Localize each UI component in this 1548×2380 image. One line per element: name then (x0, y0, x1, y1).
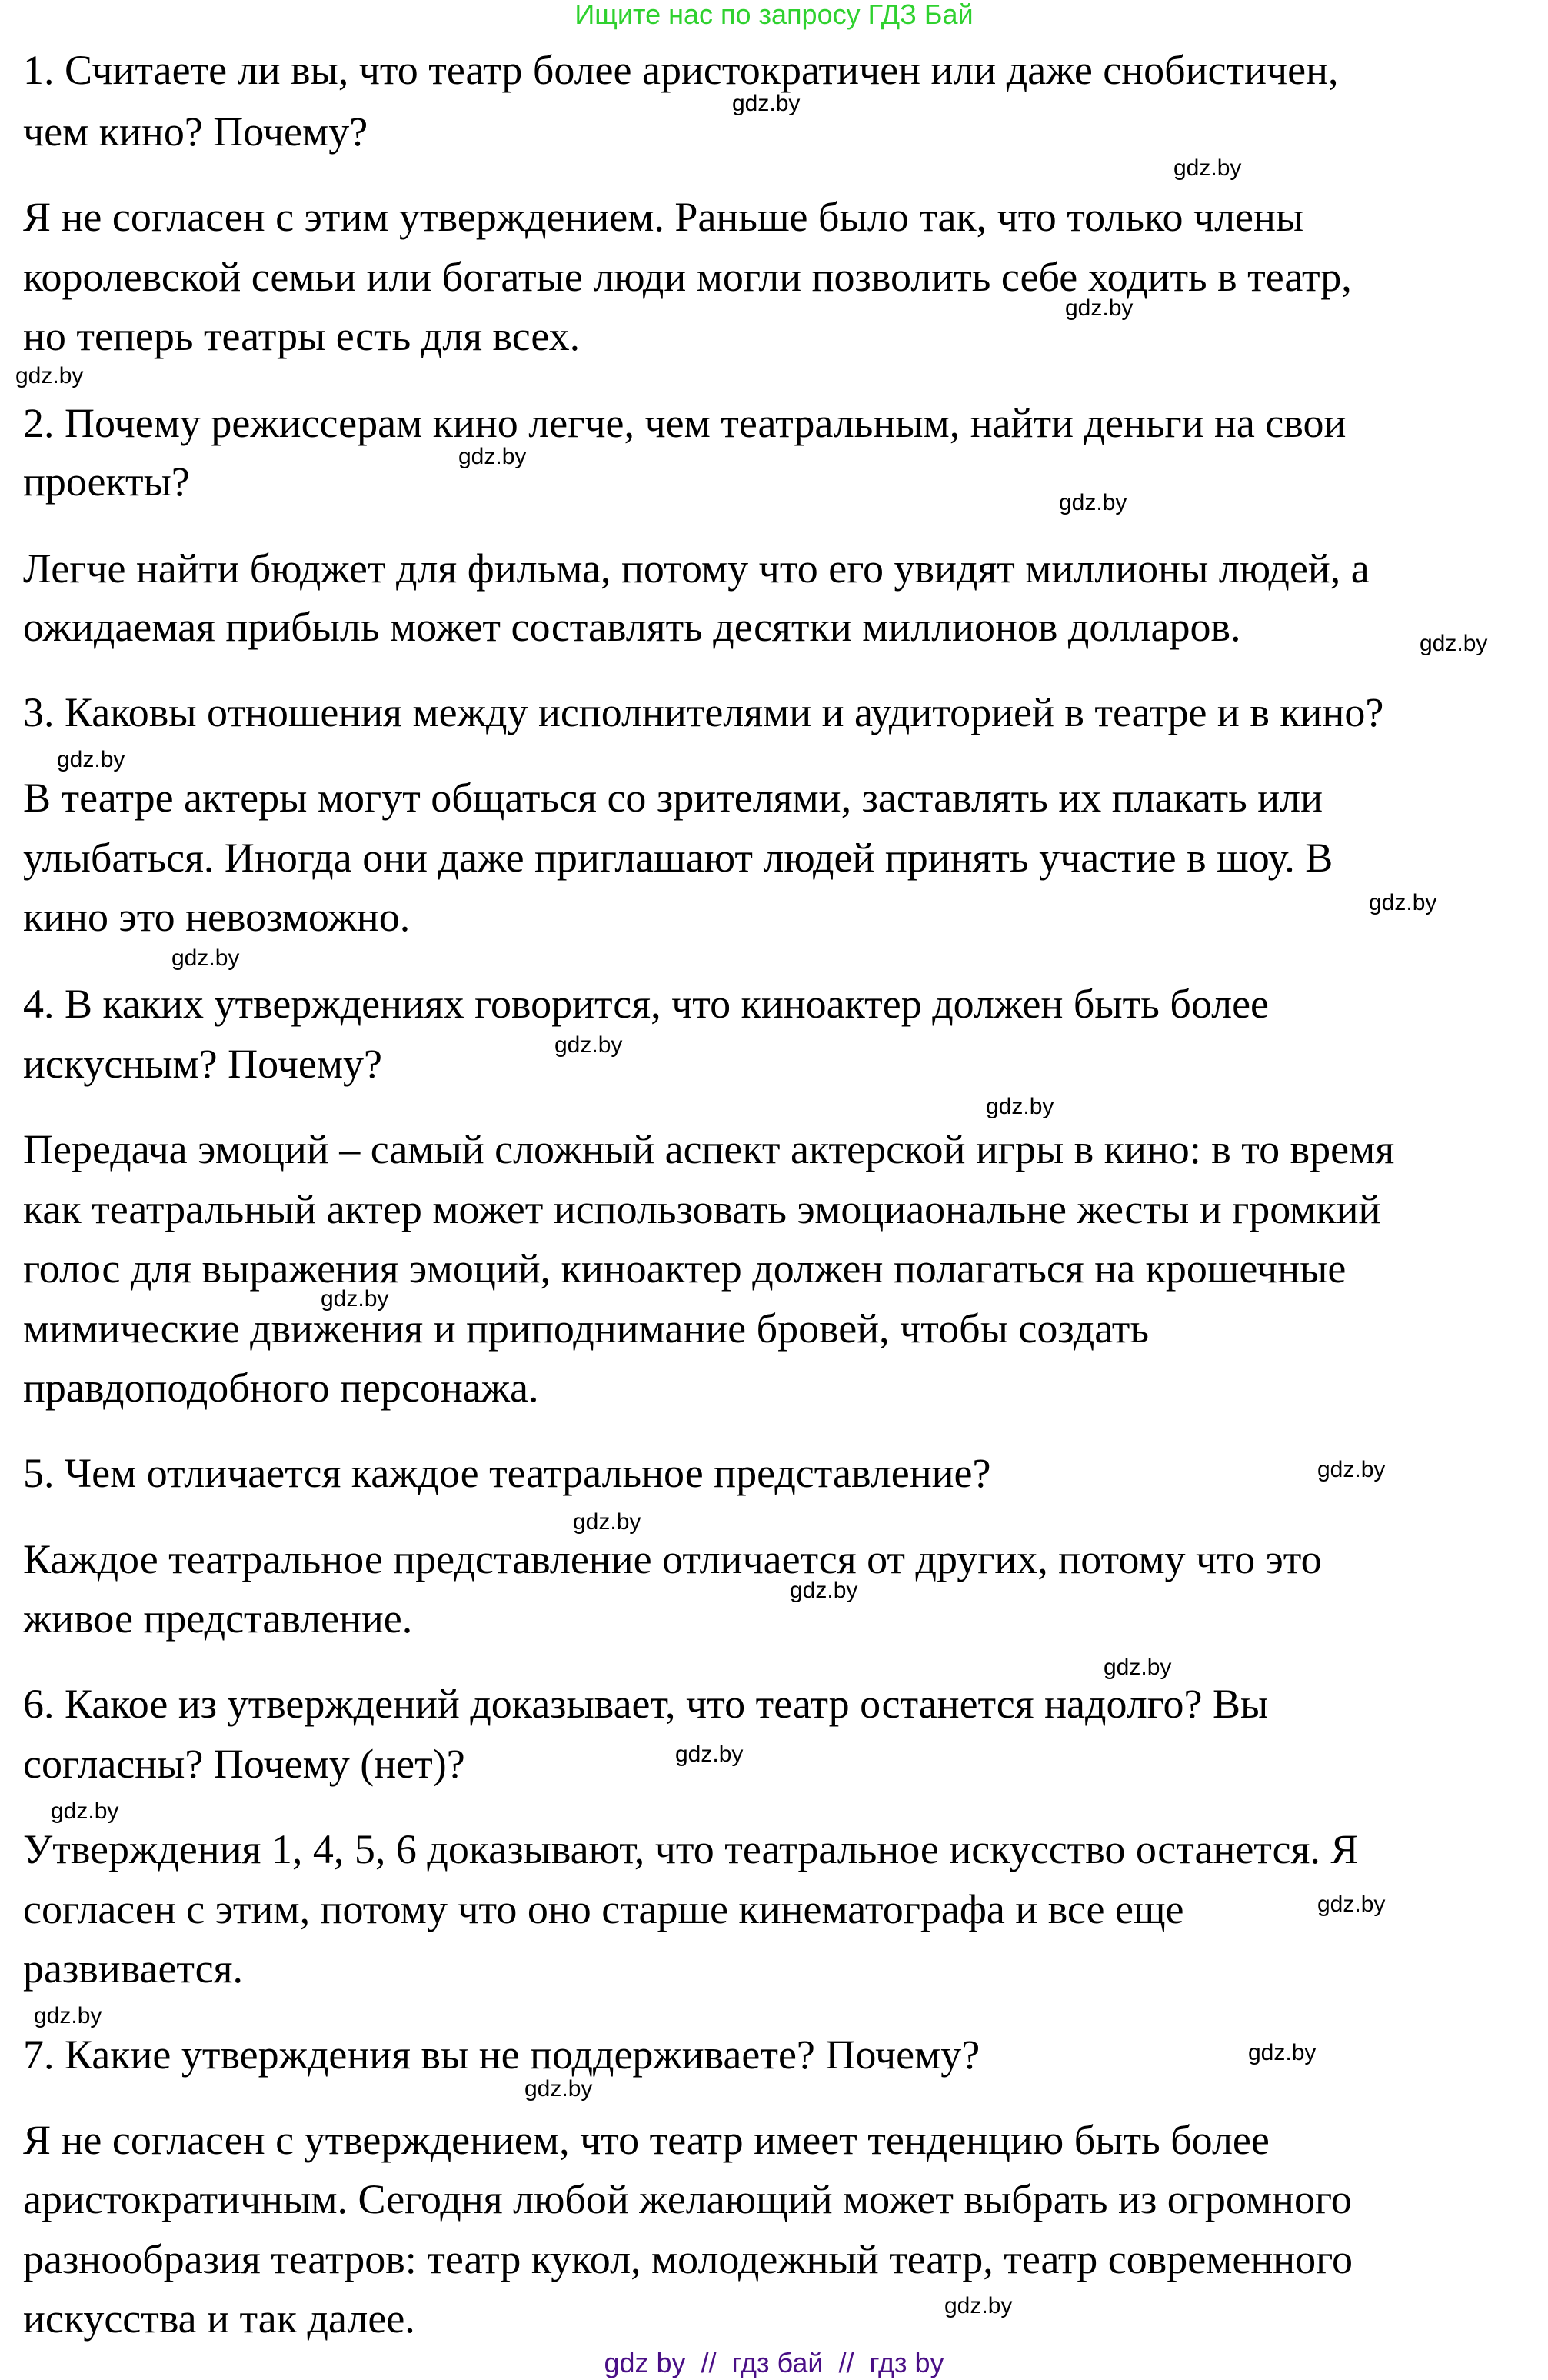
answer-1-line-1: Я не согласен с этим утверждением. Раньше было так, что только члены (23, 194, 1304, 240)
answer-6-line-1: Утверждения 1, 4, 5, 6 доказывают, что театральное искусство останется. Я (23, 1826, 1359, 1872)
answer-4-line-3: голос для выражения эмоций, киноактер должен полагаться на крошечные (23, 1245, 1347, 1292)
answer-7-line-4: искусства и так далее. (23, 2295, 415, 2342)
question-4-line-1: 4. В каких утверждениях говорится, что киноактер должен быть более (23, 981, 1269, 1027)
watermark: gdz.by (1173, 155, 1242, 181)
answer-1-line-3: но теперь театры есть для всех. (23, 313, 581, 359)
answer-7-line-1: Я не согласен с утверждением, что театр имеет тенденцию быть более (23, 2117, 1270, 2163)
watermark: gdz.by (1369, 890, 1437, 915)
footer-links: gdz by // гдз бай // гдз by (604, 2347, 944, 2378)
answer-3-line-3: кино это невозможно. (23, 894, 411, 940)
watermark: gdz.by (1248, 2040, 1317, 2065)
watermark: gdz.by (15, 363, 84, 388)
watermark: gdz.by (524, 2076, 593, 2102)
answer-5-line-1: Каждое театральное представление отличается от других, потому что это (23, 1536, 1322, 1582)
watermark: gdz.by (1104, 1655, 1172, 1680)
watermark: gdz.by (554, 1032, 623, 1058)
question-6-line-1: 6. Какое из утверждений доказывает, что театр останется надолго? Вы (23, 1681, 1269, 1727)
answer-7-line-2: аристократичным. Сегодня любой желающий может выбрать из огромного (23, 2176, 1352, 2222)
watermark: gdz.by (675, 1742, 744, 1767)
answer-7-line-3: разнообразия театров: театр кукол, молодежный театр, театр современного (23, 2236, 1353, 2282)
watermark: gdz.by (1317, 1457, 1386, 1482)
watermark: gdz.by (1420, 631, 1488, 656)
answer-5-line-2: живое представление. (23, 1595, 413, 1642)
watermark: gdz.by (321, 1286, 389, 1312)
answer-2-line-2: ожидаемая прибыль может составлять десятки миллионов долларов. (23, 604, 1241, 650)
question-7-line-1: 7. Какие утверждения вы не поддерживаете? Почему? (23, 2032, 980, 2078)
question-1-line-2: чем кино? Почему? (23, 108, 368, 155)
answer-4-line-1: Передача эмоций – самый сложный аспект актерской игры в кино: в то время (23, 1126, 1395, 1172)
watermark: gdz.by (790, 1578, 858, 1603)
answer-4-line-2: как театральный актер может использовать эмоциаональне жесты и громкий (23, 1186, 1381, 1232)
question-5-line-1: 5. Чем отличается каждое театральное представление? (23, 1450, 991, 1496)
watermark: gdz.by (986, 1094, 1054, 1119)
watermark: gdz.by (944, 2293, 1013, 2318)
watermark: gdz.by (1059, 490, 1127, 515)
question-3-line-1: 3. Каковы отношения между исполнителями и аудиторией в театре и в кино? (23, 689, 1384, 735)
watermark: gdz.by (57, 747, 125, 772)
answer-2-line-1: Легче найти бюджет для фильма, потому что его увидят миллионы людей, а (23, 545, 1370, 592)
answer-6-line-2: согласен с этим, потому что оно старше кинематографа и все еще (23, 1886, 1184, 1932)
question-2-line-2: проекты? (23, 458, 190, 505)
search-hint-banner: Ищите нас по запросу ГДЗ Бай (574, 0, 974, 30)
answer-3-line-2: улыбаться. Иногда они даже приглашают людей принять участие в шоу. В (23, 835, 1333, 881)
watermark: gdz.by (51, 1798, 119, 1824)
question-4-line-2: искусным? Почему? (23, 1041, 382, 1087)
answer-4-line-5: правдоподобного персонажа. (23, 1365, 539, 1411)
watermark: gdz.by (171, 945, 240, 971)
watermark: gdz.by (34, 2003, 102, 2028)
question-1-line-1: 1. Считаете ли вы, что театр более аристократичен или даже снобистичен, (23, 47, 1339, 93)
answer-6-line-3: развивается. (23, 1945, 243, 1992)
answer-1-line-2: королевской семьи или богатые люди могли позволить себе ходить в театр, (23, 254, 1352, 300)
watermark: gdz.by (1065, 295, 1134, 321)
question-6-line-2: согласны? Почему (нет)? (23, 1741, 465, 1787)
watermark: gdz.by (573, 1509, 641, 1535)
question-2-line-1: 2. Почему режиссерам кино легче, чем театральным, найти деньги на свои (23, 400, 1347, 446)
answer-4-line-4: мимические движения и приподнимание бровей, чтобы создать (23, 1305, 1150, 1352)
answer-3-line-1: В театре актеры могут общаться со зрителями, заставлять их плакать или (23, 775, 1323, 821)
watermark: gdz.by (1317, 1892, 1386, 1917)
watermark: gdz.by (458, 444, 527, 469)
watermark: gdz.by (732, 91, 801, 116)
